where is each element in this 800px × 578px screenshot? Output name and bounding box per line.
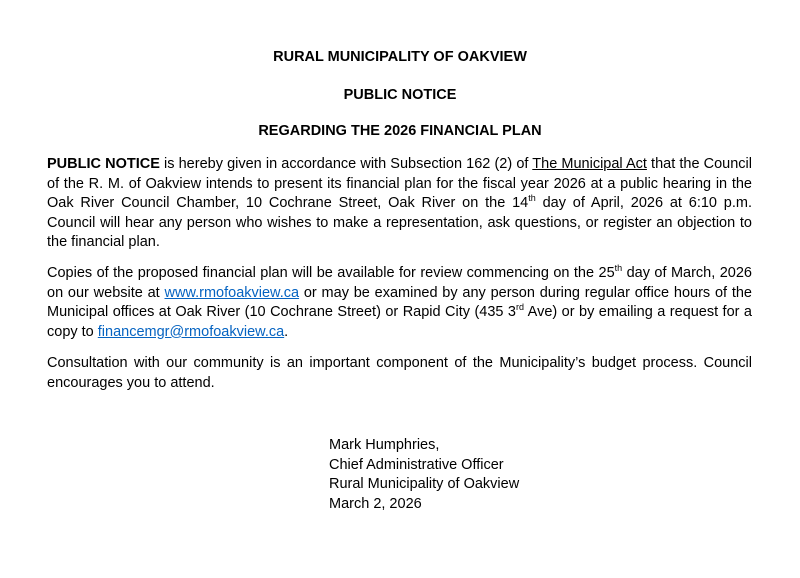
paragraph2-text-d: Ave) or by emailing a request for a copy to	[47, 304, 752, 340]
subject-heading: REGARDING THE 2026 FINANCIAL PLAN	[258, 123, 542, 139]
email-link[interactable]: financemgr@rmofoakview.ca	[97, 323, 285, 340]
review-day-suffix: th	[614, 263, 623, 274]
avenue-suffix: rd	[516, 302, 525, 313]
signatory-title: Chief Administrative Officer	[329, 456, 504, 473]
public-notice-lead: PUBLIC NOTICE	[47, 156, 160, 172]
paragraph2-text-a: Copies of the proposed financial plan will be available for review commencing on the 25	[47, 265, 615, 281]
municipal-act-title: The Municipal Act	[532, 156, 647, 172]
notice-paragraph-hearing	[47, 155, 752, 253]
notice-type-heading: PUBLIC NOTICE	[343, 87, 457, 103]
municipality-heading: RURAL MUNICIPALITY OF OAKVIEW	[273, 49, 527, 65]
notice-paragraph-copies	[47, 264, 752, 342]
paragraph1-text-c: day of April, 2026 at 6:10 p.m. Council will hear any person who wishes to make a representation, ask questions, or register an objection to the financial plan.	[47, 195, 752, 251]
signatory-name: Mark Humphries,	[329, 437, 440, 453]
paragraph2-text-b: day of March, 2026 on our website at	[47, 265, 752, 301]
website-link[interactable]: www.rmofoakview.ca	[164, 284, 300, 301]
paragraph1-text-b: that the Council of the R. M. of Oakview intends to present its financial plan for the fiscal year 2026 at a public hearing in the Oak River Council Chamber, 10 Cochrane Street, Oak River on the 14	[47, 156, 752, 212]
notice-date: March 2, 2026	[329, 495, 422, 512]
signature-block	[329, 436, 519, 514]
paragraph1-text-a: is hereby given in accordance with Subsection 162 (2) of	[159, 156, 533, 172]
paragraph2-text-c: or may be examined by any person during regular office hours of the Municipal offices at Oak River (10 Cochrane Street) or Rapid City (435 3	[47, 284, 752, 321]
hearing-day-suffix: th	[528, 193, 536, 204]
signatory-organization: Rural Municipality of Oakview	[329, 476, 520, 492]
notice-paragraph-consultation: Consultation with our community is an important component of the Municipality’s budget process. Council encourages you to attend.	[47, 355, 752, 391]
paragraph2-text-e: .	[284, 323, 289, 340]
